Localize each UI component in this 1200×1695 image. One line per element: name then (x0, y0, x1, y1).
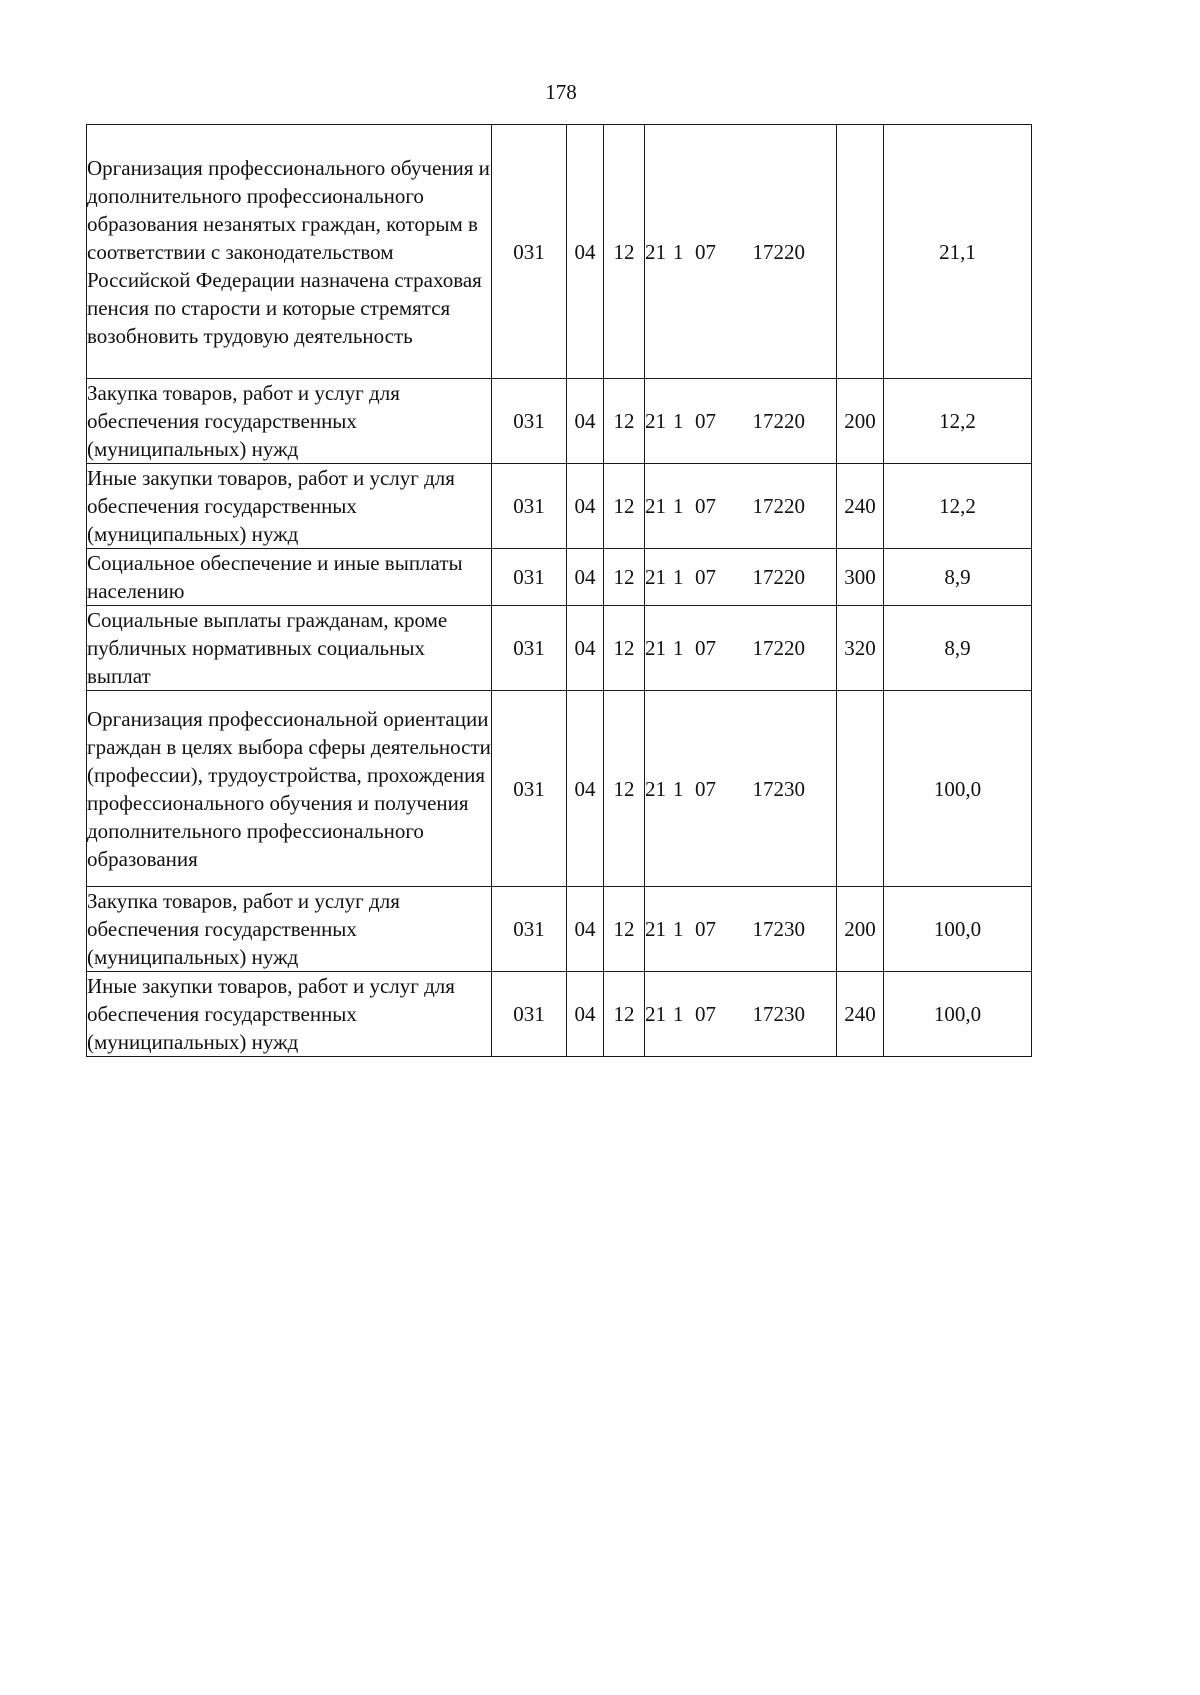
subsection-code: 12 (604, 125, 645, 379)
table-row (87, 691, 1032, 887)
row-name: Организация профессиональной ориентации граждан в целях выбора сферы деятельности (профессии), трудоустройства, прохождения профессионального обучения и получения дополнительного профессионального образования (87, 691, 492, 887)
section-code: 04 (567, 887, 604, 972)
subsection-code: 12 (604, 379, 645, 464)
section-code: 04 (567, 972, 604, 1057)
expense-type-code: 200 (837, 379, 884, 464)
page-number: 178 (545, 80, 577, 104)
budget-table (86, 124, 1032, 1057)
row-name: Организация профессионального обучения и дополнительного профессионального образования незанятых граждан, которым в соответствии с законодательством Российской Федерации назначена страховая пенсия по старости и которые стремятся возобновить трудовую деятельность (87, 125, 492, 379)
subsection-code: 12 (604, 606, 645, 691)
table-row (87, 464, 1032, 549)
target-article-code: 21 1 07 17220 (645, 464, 837, 549)
subsection-code: 12 (604, 691, 645, 887)
amount: 100,0 (884, 972, 1032, 1057)
table-row (87, 125, 1032, 379)
amount: 8,9 (884, 549, 1032, 606)
table-row (87, 887, 1032, 972)
expense-type-code: 240 (837, 464, 884, 549)
grbs-code: 031 (492, 379, 567, 464)
expense-type-code: 200 (837, 887, 884, 972)
amount: 21,1 (884, 125, 1032, 379)
expense-type-code (837, 125, 884, 379)
target-article-code: 21 1 07 17220 (645, 606, 837, 691)
row-name: Социальное обеспечение и иные выплаты населению (87, 549, 492, 606)
amount: 12,2 (884, 379, 1032, 464)
expense-type-code: 300 (837, 549, 884, 606)
expense-type-code (837, 691, 884, 887)
subsection-code: 12 (604, 887, 645, 972)
section-code: 04 (567, 379, 604, 464)
grbs-code: 031 (492, 887, 567, 972)
grbs-code: 031 (492, 972, 567, 1057)
row-name: Иные закупки товаров, работ и услуг для обеспечения государственных (муниципальных) нужд (87, 972, 492, 1057)
target-article-code: 21 1 07 17230 (645, 887, 837, 972)
table-row (87, 972, 1032, 1057)
table-row (87, 549, 1032, 606)
subsection-code: 12 (604, 549, 645, 606)
section-code: 04 (567, 691, 604, 887)
target-article-code: 21 1 07 17220 (645, 379, 837, 464)
table-row (87, 606, 1032, 691)
grbs-code: 031 (492, 606, 567, 691)
section-code: 04 (567, 549, 604, 606)
section-code: 04 (567, 606, 604, 691)
expense-type-code: 240 (837, 972, 884, 1057)
section-code: 04 (567, 464, 604, 549)
grbs-code: 031 (492, 691, 567, 887)
grbs-code: 031 (492, 125, 567, 379)
amount: 12,2 (884, 464, 1032, 549)
grbs-code: 031 (492, 464, 567, 549)
row-name: Закупка товаров, работ и услуг для обеспечения государственных (муниципальных) нужд (87, 379, 492, 464)
table-row (87, 379, 1032, 464)
section-code: 04 (567, 125, 604, 379)
expense-type-code: 320 (837, 606, 884, 691)
row-name: Закупка товаров, работ и услуг для обеспечения государственных (муниципальных) нужд (87, 887, 492, 972)
amount: 100,0 (884, 887, 1032, 972)
table-body (87, 125, 1032, 1057)
row-name: Социальные выплаты гражданам, кроме публичных нормативных социальных выплат (87, 606, 492, 691)
target-article-code: 21 1 07 17230 (645, 691, 837, 887)
amount: 8,9 (884, 606, 1032, 691)
subsection-code: 12 (604, 464, 645, 549)
row-name: Иные закупки товаров, работ и услуг для обеспечения государственных (муниципальных) нужд (87, 464, 492, 549)
target-article-code: 21 1 07 17220 (645, 549, 837, 606)
target-article-code: 21 1 07 17230 (645, 972, 837, 1057)
amount: 100,0 (884, 691, 1032, 887)
target-article-code: 21 1 07 17220 (645, 125, 837, 379)
grbs-code: 031 (492, 549, 567, 606)
subsection-code: 12 (604, 972, 645, 1057)
